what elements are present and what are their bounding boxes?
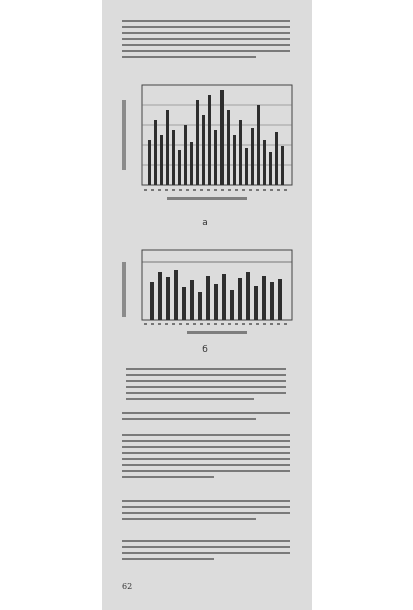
body-paragraph-1: [122, 412, 290, 424]
figure-a-label: a: [202, 218, 208, 228]
figure-a-bar-chart: [112, 80, 302, 235]
body-paragraph-3: [122, 500, 290, 524]
figure-caption: [126, 368, 286, 404]
body-paragraph-2: [122, 434, 290, 482]
scanned-page: [102, 0, 312, 610]
page-number: 62: [122, 582, 133, 591]
figure-b-bar-chart: [112, 232, 302, 360]
figure-a-bars: [148, 90, 284, 185]
figure-b-label: б: [202, 345, 208, 355]
body-paragraph-4: [122, 540, 290, 564]
left-margin: [0, 0, 102, 610]
figure-b-bars: [150, 270, 282, 320]
right-margin: [312, 0, 413, 610]
top-paragraph: [122, 20, 290, 62]
